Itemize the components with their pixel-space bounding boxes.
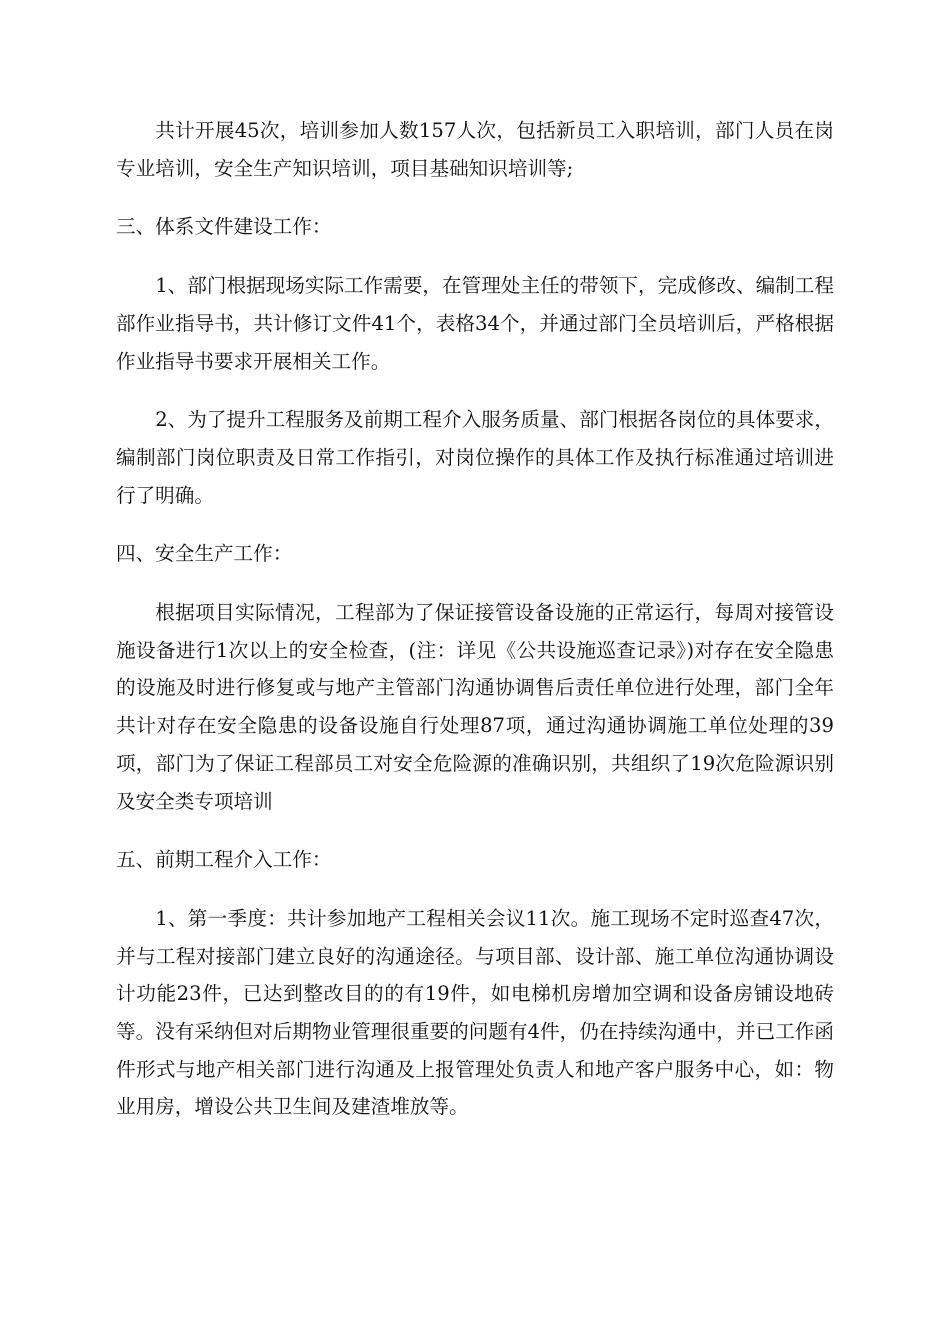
paragraph-work-instructions: 1、部门根据现场实际工作需要，在管理处主任的带领下，完成修改、编制工程部作业指导书，共计修订文件41个，表格34个，并通过部门全员培训后，严格根据作业指导书要求开展相关工作。: [116, 274, 834, 373]
section-heading-early-intervention: 五、前期工程介入工作：: [116, 848, 332, 872]
document-page: [116, 112, 834, 1147]
paragraph-safety-inspection: 根据项目实际情况，工程部为了保证接管设备设施的正常运行，每周对接管设施设备进行1次以上的安全检查，(注：详见《公共设施巡查记录》)对存在安全隐患的设施及时进行修复或与地产主管部门沟通协调售后责任单位进行处理，部门全年共计对存在安全隐患的设备设施自行处理87项，通过沟通协调施工单位处理的39项，部门为了保证工程部员工对安全危险源的准确识别，共组织了19次危险源识别及安全类专项培训: [116, 601, 834, 813]
section-heading-safety-production: 四、安全生产工作：: [116, 542, 293, 566]
paragraph-job-responsibilities: 2、为了提升工程服务及前期工程介入服务质量、部门根据各岗位的具体要求，编制部门岗位职责及日常工作指引，对岗位操作的具体工作及执行标准通过培训进行了明确。: [116, 408, 834, 507]
paragraph-first-quarter: 1、第一季度：共计参加地产工程相关会议11次。施工现场不定时巡查47次，并与工程对接部门建立良好的沟通途径。与项目部、设计部、施工单位沟通协调设计功能23件，已达到整改目的的有19件，如电梯机房增加空调和设备房铺设地砖等。没有采纳但对后期物业管理很重要的问题有4件，仍在持续沟通中，并已工作函件形式与地产相关部门进行沟通及上报管理处负责人和地产客户服务中心，如：物业用房，增设公共卫生间及建渣堆放等。: [116, 906, 834, 1119]
section-heading-system-documents: 三、体系文件建设工作：: [116, 215, 332, 239]
paragraph-training-summary: 共计开展45次，培训参加人数157人次，包括新员工入职培训，部门人员在岗专业培训，安全生产知识培训，项目基础知识培训等;: [116, 119, 834, 180]
